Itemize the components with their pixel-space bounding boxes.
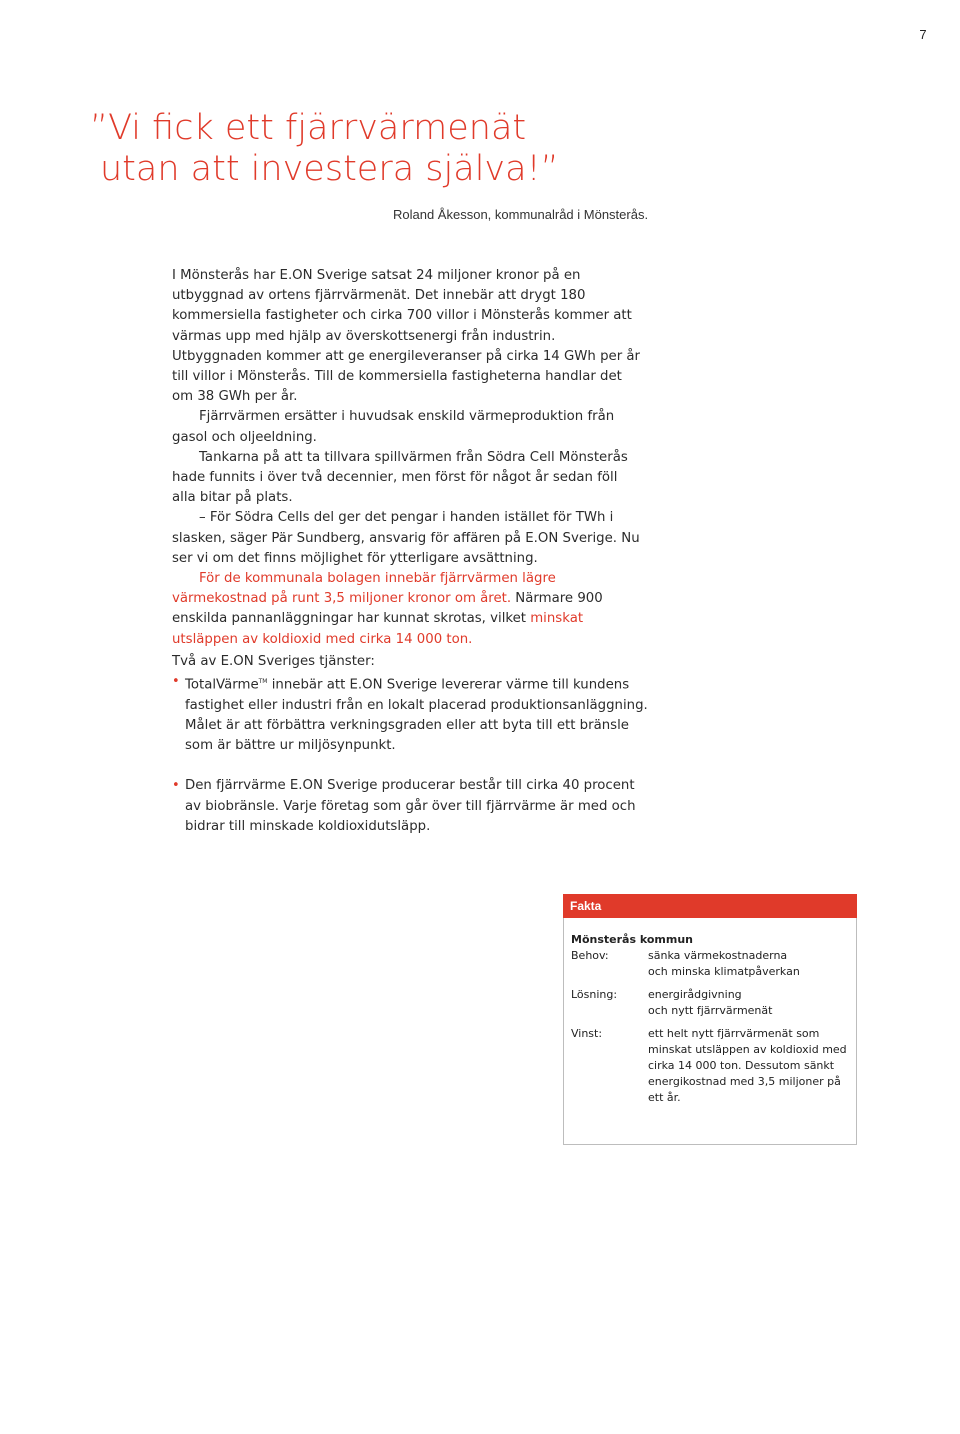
service-description: Den fjärrvärme E.ON Sverige producerar består till cirka 40 procent av biobränsle. Varje företag som går över till fjärrvärme är med och bidrar till minskade koldioxidutsläpp. — [185, 778, 636, 834]
body-paragraph-3: Tankarna på att ta tillvara spillvärmen från Södra Cell Mönsterås hade funnits i över två decennier, men först för något år sedan föll alla bitar på plats. — [172, 449, 628, 506]
body-paragraph-5-text: Närmare 900 enskilda pannanläggningar har kunnat skrotas, vilket — [172, 591, 603, 627]
quote-attribution: Roland Åkesson, kommunalråd i Mönsterås. — [393, 207, 649, 222]
trademark-mark: TM — [258, 678, 268, 686]
body-paragraph-4: – För Södra Cells del ger det pengar i handen istället för TWh i slasken, säger Pär Sundberg, ansvarig för affären på E.ON Sverige. Nu ser vi om det finns möjlighet för ytterligare avsättning. — [172, 510, 640, 566]
body-paragraph-5 — [172, 569, 642, 650]
bullet-icon: • — [172, 674, 180, 690]
service-description: innebär att E.ON Sverige levererar värme till kundens fastighet eller industri från en lokalt placerad produktionsanläggning. Målet är att förbättra verkningsgraden eller att byta till ett bränsle som är bättre ur miljösynpunkt. — [185, 677, 648, 754]
fakta-value: ett helt nytt fjärrvärmenät som minskat utsläppen av koldioxid med cirka 14 000 ton. Dessutom sänkt energikostnad med 3,5 miljoner på ett år. — [648, 1027, 847, 1104]
fakta-value-line: och minska klimatpåverkan — [648, 965, 800, 978]
quote-line-2: utan att investera själva!” — [100, 149, 559, 189]
fakta-key: Vinst: — [571, 1027, 603, 1040]
pull-quote — [90, 108, 690, 190]
fakta-key: Behov: — [571, 949, 609, 962]
article-body — [172, 266, 642, 650]
fakta-value-line: och nytt fjärrvärmenät — [648, 1004, 773, 1017]
fakta-header: Fakta — [563, 894, 857, 918]
service-name: TotalVärme — [185, 677, 259, 693]
quote-line-1: ”Vi fick ett fjärrvärmenät — [90, 108, 527, 148]
service-item-fjarrvarme — [172, 776, 652, 837]
fakta-value — [648, 987, 849, 1019]
body-paragraph-2: Fjärrvärmen ersätter i huvudsak enskild värmeproduktion från gasol och oljeeldning. — [172, 409, 615, 445]
fakta-content — [563, 918, 857, 1145]
service-item-totalvarme — [172, 672, 652, 756]
fakta-value — [648, 948, 849, 980]
fakta-title: Mönsterås kommun — [571, 933, 693, 946]
bullet-icon: • — [172, 778, 180, 794]
highlight-emission-reduction: minskat utsläppen av koldioxid med cirka 14 000 ton. — [172, 611, 584, 647]
page-number: 7 — [919, 27, 927, 42]
services-list — [172, 672, 652, 837]
fakta-row-behov — [571, 948, 849, 980]
fakta-box — [563, 894, 857, 1434]
fakta-value-line: energirådgivning — [648, 988, 742, 1001]
fakta-row-losning — [571, 987, 849, 1019]
fakta-row-vinst — [571, 1026, 849, 1106]
body-paragraph-1: I Mönsterås har E.ON Sverige satsat 24 miljoner kronor på en utbyggnad av ortens fjärrvärmenät. Det innebär att drygt 180 kommersiella fastigheter och cirka 700 villor i Mönsterås kommer att värmas upp med hjälp av överskottsenergi från industrin. Utbyggnaden kommer att ge energileveranser på cirka 14 GWh per år till villor i Mönsterås. Till de kommersiella fastigheterna handlar det om 38 GWh per år. — [172, 268, 641, 405]
highlight-cost-saving: För de kommunala bolagen innebär fjärrvärmen lägre värmekostnad på runt 3,5 miljoner kronor om året. — [172, 571, 556, 607]
services-heading: Två av E.ON Sveriges tjänster: — [172, 654, 375, 669]
fakta-value-line: sänka värmekostnaderna — [648, 949, 788, 962]
fakta-key: Lösning: — [571, 988, 618, 1001]
services-section — [172, 652, 652, 837]
